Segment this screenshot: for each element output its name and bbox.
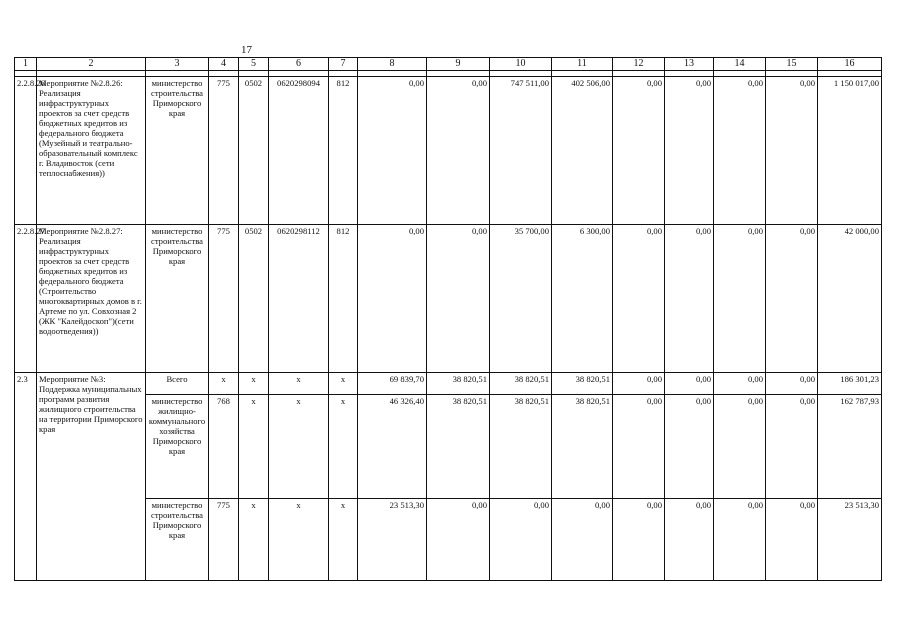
cell-c5: x — [239, 373, 269, 395]
cell-c7: 812 — [329, 77, 358, 225]
cell-c12: 0,00 — [613, 373, 665, 395]
cell-c7: x — [329, 373, 358, 395]
cell-c9: 0,00 — [427, 77, 490, 225]
cell-c8: 0,00 — [358, 77, 427, 225]
cell-c5: 0502 — [239, 77, 269, 225]
cell-c13: 0,00 — [665, 373, 714, 395]
col-header: 13 — [665, 58, 714, 71]
cell-c11: 38 820,51 — [552, 373, 613, 395]
cell-c13: 0,00 — [665, 225, 714, 373]
col-header: 15 — [766, 58, 818, 71]
cell-c16: 23 513,30 — [818, 499, 882, 581]
cell-c15: 0,00 — [766, 373, 818, 395]
row-executor: министерство жилищно-коммунального хозяйства Приморского края — [146, 395, 209, 499]
cell-c4: 775 — [209, 77, 239, 225]
cell-c7: x — [329, 499, 358, 581]
cell-c6: 0620298094 — [269, 77, 329, 225]
cell-c5: x — [239, 499, 269, 581]
cell-c14: 0,00 — [714, 373, 766, 395]
cell-c12: 0,00 — [613, 395, 665, 499]
cell-c10: 0,00 — [490, 499, 552, 581]
row-code: 2.2.8.27 — [15, 225, 37, 373]
cell-c7: x — [329, 395, 358, 499]
cell-c13: 0,00 — [665, 395, 714, 499]
row-code: 2.3 — [15, 373, 37, 581]
cell-c10: 747 511,00 — [490, 77, 552, 225]
row-executor: министерство строительства Приморского края — [146, 77, 209, 225]
cell-c12: 0,00 — [613, 77, 665, 225]
cell-c11: 0,00 — [552, 499, 613, 581]
row-executor: министерство строительства Приморского края — [146, 499, 209, 581]
table-row — [15, 77, 882, 225]
cell-c8: 23 513,30 — [358, 499, 427, 581]
col-header: 14 — [714, 58, 766, 71]
cell-c15: 0,00 — [766, 225, 818, 373]
budget-table — [14, 57, 882, 581]
cell-c9: 0,00 — [427, 225, 490, 373]
cell-c8: 0,00 — [358, 225, 427, 373]
col-header: 11 — [552, 58, 613, 71]
cell-c10: 38 820,51 — [490, 373, 552, 395]
col-header: 8 — [358, 58, 427, 71]
cell-c10: 38 820,51 — [490, 395, 552, 499]
row-name: Мероприятие №2.8.27: Реализация инфраструктурных проектов за счет средств бюджетных кредитов из федерального бюджета (Строительство многоквартирных домов в г. Артеме по ул. Совхозная 2 (ЖК "Калейдоскоп")(сети водоотведения)) — [37, 225, 146, 373]
cell-c12: 0,00 — [613, 225, 665, 373]
col-header: 16 — [818, 58, 882, 71]
cell-c4: 768 — [209, 395, 239, 499]
cell-c14: 0,00 — [714, 395, 766, 499]
col-header: 6 — [269, 58, 329, 71]
cell-c6: x — [269, 499, 329, 581]
table-row — [15, 373, 882, 395]
cell-c6: 0620298112 — [269, 225, 329, 373]
col-header: 9 — [427, 58, 490, 71]
table-row — [15, 395, 882, 499]
cell-c8: 69 839,70 — [358, 373, 427, 395]
cell-c4: x — [209, 373, 239, 395]
cell-c14: 0,00 — [714, 225, 766, 373]
cell-c11: 402 506,00 — [552, 77, 613, 225]
cell-c6: x — [269, 395, 329, 499]
cell-c4: 775 — [209, 225, 239, 373]
page-number: 17 — [241, 44, 252, 56]
col-header: 3 — [146, 58, 209, 71]
cell-c16: 42 000,00 — [818, 225, 882, 373]
cell-c16: 1 150 017,00 — [818, 77, 882, 225]
cell-c5: 0502 — [239, 225, 269, 373]
cell-c10: 35 700,00 — [490, 225, 552, 373]
row-executor: Всего — [146, 373, 209, 395]
col-header: 5 — [239, 58, 269, 71]
cell-c11: 38 820,51 — [552, 395, 613, 499]
cell-c14: 0,00 — [714, 77, 766, 225]
col-header: 12 — [613, 58, 665, 71]
table-row — [15, 499, 882, 581]
cell-c13: 0,00 — [665, 499, 714, 581]
col-header: 1 — [15, 58, 37, 71]
col-header: 10 — [490, 58, 552, 71]
cell-c14: 0,00 — [714, 499, 766, 581]
row-name: Мероприятие №3: Поддержка муниципальных программ развития жилищного строительства на территории Приморского края — [37, 373, 146, 581]
cell-c13: 0,00 — [665, 77, 714, 225]
cell-c5: x — [239, 395, 269, 499]
cell-c12: 0,00 — [613, 499, 665, 581]
cell-c7: 812 — [329, 225, 358, 373]
header-row — [15, 58, 882, 71]
cell-c9: 38 820,51 — [427, 373, 490, 395]
cell-c6: x — [269, 373, 329, 395]
col-header: 2 — [37, 58, 146, 71]
table-row — [15, 225, 882, 373]
row-code: 2.2.8.26 — [15, 77, 37, 225]
col-header: 7 — [329, 58, 358, 71]
cell-c9: 0,00 — [427, 499, 490, 581]
cell-c16: 162 787,93 — [818, 395, 882, 499]
cell-c8: 46 326,40 — [358, 395, 427, 499]
cell-c4: 775 — [209, 499, 239, 581]
cell-c15: 0,00 — [766, 77, 818, 225]
cell-c11: 6 300,00 — [552, 225, 613, 373]
cell-c15: 0,00 — [766, 395, 818, 499]
cell-c9: 38 820,51 — [427, 395, 490, 499]
cell-c16: 186 301,23 — [818, 373, 882, 395]
row-name: Мероприятие №2.8.26: Реализация инфраструктурных проектов за счет средств бюджетных кредитов из федерального бюджета (Музейный и театрально-образовательный комплекс г. Владивосток (сети теплоснабжения)) — [37, 77, 146, 225]
col-header: 4 — [209, 58, 239, 71]
cell-c15: 0,00 — [766, 499, 818, 581]
row-executor: министерство строительства Приморского края — [146, 225, 209, 373]
